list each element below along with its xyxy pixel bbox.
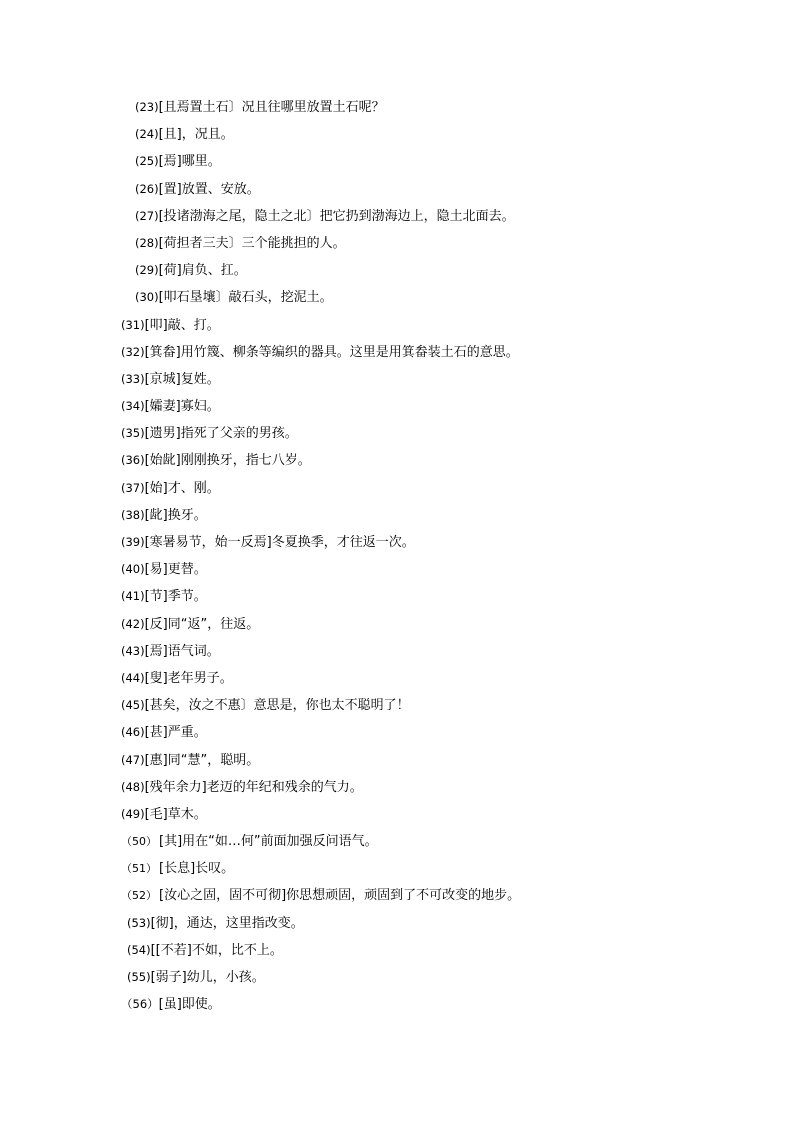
annotation-number: (29) [135, 263, 159, 278]
annotation-text: [焉]语气词。 [144, 643, 220, 659]
annotation-number: (31) [121, 317, 145, 332]
annotation-item [0, 203, 794, 230]
annotation-number: (42) [121, 616, 145, 631]
annotation-text: [龀]换牙。 [144, 507, 207, 523]
annotation-item [0, 855, 794, 882]
annotation-number: (34) [121, 399, 145, 414]
annotation-item [0, 692, 794, 719]
annotation-text: [荷担者三夫〕三个能挑担的人。 [158, 235, 346, 251]
annotation-text: [易]更替。 [144, 562, 207, 578]
annotation-text: [始]才、刚。 [144, 480, 220, 496]
annotation-text: [始龀]刚刚换牙，指七八岁。 [144, 453, 311, 469]
annotation-number: (40) [121, 562, 145, 577]
annotation-item [0, 447, 794, 474]
annotation-text: [毛]草木。 [144, 806, 207, 822]
annotation-text: [寒暑易节，始一反焉]冬夏换季，才往返一次。 [144, 535, 415, 550]
annotation-number: (41) [121, 589, 145, 604]
annotation-item [0, 475, 794, 502]
annotation-item [0, 420, 794, 447]
annotation-item [0, 94, 794, 121]
annotation-item [0, 964, 794, 991]
annotation-item [0, 774, 794, 801]
annotation-item [0, 312, 794, 339]
annotation-text: [弱子]幼儿，小孩。 [150, 970, 265, 985]
annotation-text: [甚]严重。 [144, 725, 207, 741]
annotation-number: (49) [121, 806, 145, 821]
annotation-number: (43) [121, 643, 145, 658]
annotation-text: [长息]长叹。 [159, 861, 235, 877]
annotation-text: [汝心之固，固不可彻]你思想顽固，顽固到了不可改变的地步。 [159, 888, 521, 904]
annotation-item [0, 882, 794, 909]
annotation-number: (39) [121, 535, 145, 549]
annotation-list [0, 94, 794, 1018]
annotation-number: (45) [121, 698, 145, 713]
annotation-item [0, 366, 794, 393]
annotation-number: (35) [121, 426, 145, 441]
annotation-number: (30) [135, 290, 159, 305]
annotation-text: [叩石垦壤〕敲石头，挖泥土。 [158, 290, 333, 306]
annotation-item [0, 937, 794, 964]
annotation-number: (23) [135, 100, 159, 114]
annotation-number: （51） [121, 862, 157, 876]
annotation-number: (25) [135, 154, 159, 169]
annotation-text: [遗男]指死了父亲的男孩。 [144, 426, 298, 442]
annotation-number: (53) [127, 915, 151, 930]
annotation-item [0, 747, 794, 774]
annotation-item [0, 121, 794, 148]
annotation-text: [置]放置、安放。 [158, 181, 260, 197]
annotation-item [0, 148, 794, 175]
annotation-text: [投诸渤海之尾，隐土之北〕把它扔到渤海边上，隐土北面去。 [158, 208, 515, 224]
annotation-number: (46) [121, 725, 145, 740]
annotation-text: [甚矣，汝之不惠〕意思是，你也太不聪明了！ [144, 698, 410, 714]
annotation-text: [残年余力]老迈的年纪和残余的气力。 [144, 779, 363, 795]
annotation-number: (24) [135, 127, 159, 142]
annotation-item [0, 529, 794, 556]
annotation-number: (38) [121, 507, 145, 522]
annotation-text: [叟]老年男子。 [144, 670, 233, 686]
annotation-item [0, 284, 794, 311]
annotation-number: (27) [135, 208, 159, 223]
annotation-number: （52） [121, 889, 157, 903]
annotation-text: [节]季节。 [144, 589, 207, 605]
annotation-text: [反]同“返”，往返。 [144, 616, 260, 632]
annotation-number: (33) [121, 371, 145, 386]
annotation-number: (32) [121, 344, 145, 359]
annotation-number: （56） [121, 997, 159, 1012]
annotation-text: [孀妻]寡妇。 [144, 399, 220, 415]
annotation-text: [且焉置土石〕况且往哪里放置土石呢？ [158, 100, 385, 115]
annotation-item [0, 230, 794, 257]
annotation-text: [箕畚]用竹篾、柳条等编织的器具。这里是用箕畚装土石的意思。 [144, 344, 519, 360]
annotation-item [0, 611, 794, 638]
annotation-item [0, 556, 794, 583]
annotation-number: (28) [135, 235, 159, 250]
annotation-text: [焉]哪里。 [158, 154, 221, 170]
annotation-text: [彻]，通达，这里指改变。 [150, 915, 304, 931]
annotation-item [0, 257, 794, 284]
annotation-text: [且]，况且。 [158, 127, 234, 143]
annotation-item [0, 828, 794, 855]
annotation-item [0, 719, 794, 746]
annotation-item [0, 991, 794, 1018]
annotation-item [0, 801, 794, 828]
annotation-text: [虽]即使。 [158, 997, 221, 1013]
annotation-number: (26) [135, 181, 159, 196]
annotation-text: [惠]同“慧”，聪明。 [144, 752, 260, 768]
annotation-text: [其]用在“如…何”前面加强反问语气。 [159, 834, 378, 850]
annotation-item [0, 583, 794, 610]
annotation-number: (44) [121, 670, 145, 685]
annotation-text: [荷]肩负、扛。 [158, 263, 247, 279]
annotation-number: (48) [121, 779, 145, 794]
annotation-number: (47) [121, 752, 145, 767]
annotation-number: (55) [127, 970, 151, 984]
annotation-item [0, 393, 794, 420]
annotation-item [0, 502, 794, 529]
annotation-number: (37) [121, 480, 145, 495]
annotation-number: （50） [121, 835, 157, 849]
annotation-item [0, 910, 794, 937]
annotation-text: [叩]敲、打。 [144, 317, 220, 333]
annotation-number: (36) [121, 453, 145, 468]
annotation-text: [[不若]不如，比不上。 [150, 942, 283, 958]
annotation-number: (54) [127, 942, 151, 957]
annotation-item [0, 665, 794, 692]
annotation-item [0, 339, 794, 366]
annotation-item [0, 176, 794, 203]
annotation-item [0, 638, 794, 665]
annotation-text: [京城]复姓。 [144, 371, 220, 387]
